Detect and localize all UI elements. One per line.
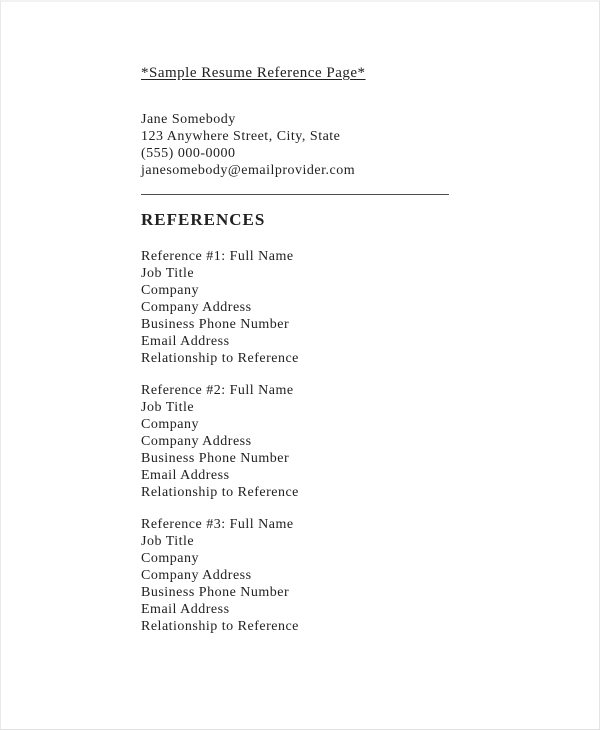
reference-relationship: Relationship to Reference: [141, 351, 299, 366]
contact-address: 123 Anywhere Street, City, State: [141, 129, 341, 144]
reference-email: Email Address: [141, 334, 230, 349]
page-title: *Sample Resume Reference Page*: [141, 65, 366, 81]
reference-email: Email Address: [141, 468, 230, 483]
reference-block-1: [141, 248, 559, 367]
reference-company-address: Company Address: [141, 434, 252, 449]
reference-relationship: Relationship to Reference: [141, 619, 299, 634]
reference-job-title: Job Title: [141, 534, 195, 549]
reference-title: Reference #2: Full Name: [141, 383, 294, 398]
contact-name: Jane Somebody: [141, 112, 236, 127]
reference-company: Company: [141, 417, 199, 432]
reference-phone: Business Phone Number: [141, 585, 290, 600]
contact-block: [141, 111, 559, 179]
references-heading: REFERENCES: [141, 210, 266, 229]
reference-job-title: Job Title: [141, 266, 195, 281]
reference-title: Reference #1: Full Name: [141, 249, 294, 264]
reference-phone: Business Phone Number: [141, 317, 290, 332]
reference-company-address: Company Address: [141, 568, 252, 583]
contact-email: janesomebody@emailprovider.com: [141, 163, 356, 178]
document-content: [1, 2, 599, 635]
divider-line: [141, 194, 449, 195]
reference-block-3: [141, 516, 559, 635]
reference-company: Company: [141, 283, 199, 298]
reference-relationship: Relationship to Reference: [141, 485, 299, 500]
reference-title: Reference #3: Full Name: [141, 517, 294, 532]
reference-block-2: [141, 382, 559, 501]
reference-job-title: Job Title: [141, 400, 195, 415]
contact-phone: (555) 000-0000: [141, 146, 236, 161]
reference-company-address: Company Address: [141, 300, 252, 315]
reference-company: Company: [141, 551, 199, 566]
reference-phone: Business Phone Number: [141, 451, 290, 466]
reference-email: Email Address: [141, 602, 230, 617]
